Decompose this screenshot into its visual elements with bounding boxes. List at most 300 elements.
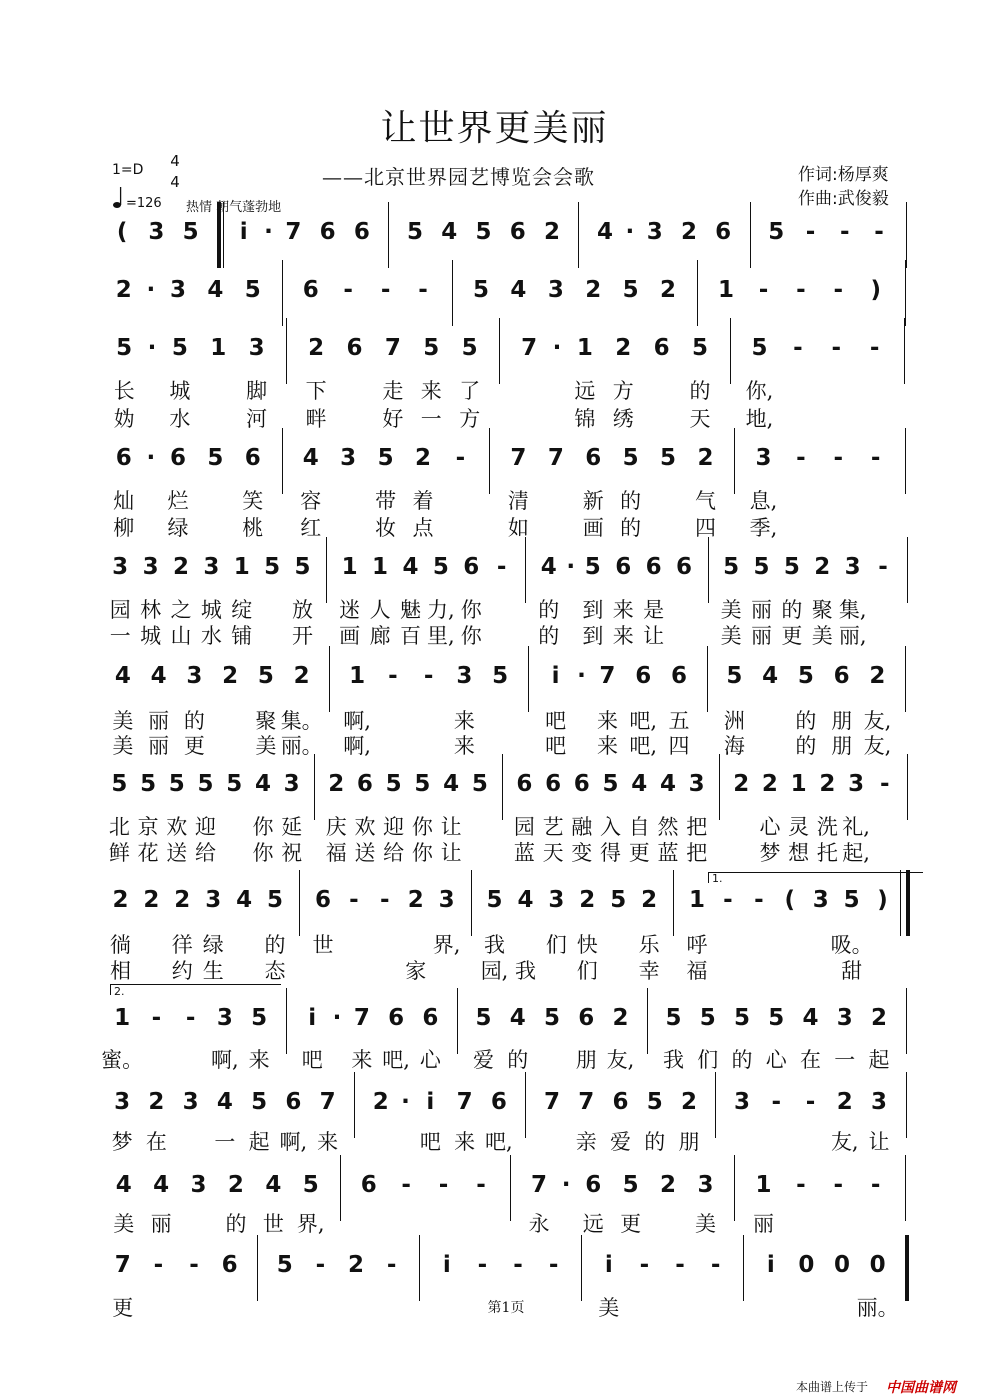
barline bbox=[354, 1072, 355, 1138]
lyric-syllable: 的 bbox=[538, 624, 560, 648]
note: 6 bbox=[585, 445, 602, 471]
barline bbox=[734, 1155, 735, 1221]
note: 4 bbox=[631, 771, 648, 797]
note: 4 bbox=[597, 219, 614, 245]
lyric-syllable: 我 bbox=[663, 1048, 685, 1072]
barline bbox=[708, 537, 709, 603]
lyric-syllable: 城 bbox=[200, 598, 222, 622]
lyric-syllable: 家 bbox=[405, 959, 427, 983]
lyric-syllable: 迎 bbox=[383, 815, 405, 839]
lyric-syllable: 园, bbox=[480, 959, 509, 983]
note: 1 bbox=[372, 554, 389, 580]
note: 5 bbox=[461, 335, 478, 361]
lyric-syllable: 福 bbox=[325, 841, 347, 865]
lyric-syllable: 爱 bbox=[609, 1130, 631, 1154]
barline bbox=[329, 646, 330, 712]
lyric-syllable: 欢 bbox=[166, 815, 188, 839]
lyric-syllable: 友, bbox=[830, 1130, 859, 1154]
note: 5 bbox=[610, 887, 627, 913]
dash: - bbox=[315, 1252, 326, 1278]
dash: - bbox=[833, 277, 844, 303]
dash: - bbox=[151, 1005, 162, 1031]
lyric-syllable: 笑 bbox=[242, 489, 264, 513]
note: 5 bbox=[584, 554, 601, 580]
note: 4 bbox=[207, 277, 224, 303]
dash: - bbox=[710, 1252, 721, 1278]
note: 3 bbox=[547, 277, 564, 303]
note: 2 bbox=[869, 663, 886, 689]
note: 5 bbox=[753, 554, 770, 580]
note: 1 bbox=[790, 771, 807, 797]
note: 3 bbox=[114, 1089, 131, 1115]
note: 3 bbox=[190, 1172, 207, 1198]
note: 2 bbox=[222, 663, 239, 689]
note: 4 bbox=[302, 445, 319, 471]
lyric-syllable: 更 bbox=[781, 624, 803, 648]
lyric-syllable: 灵 bbox=[788, 815, 810, 839]
music-system bbox=[0, 260, 989, 326]
lyric-syllable: 更 bbox=[628, 841, 650, 865]
note: 6 bbox=[490, 1089, 507, 1115]
lyric-syllable: 吧 bbox=[419, 1130, 441, 1154]
note: 3 bbox=[812, 887, 829, 913]
note: 5 bbox=[622, 277, 639, 303]
note: 6 bbox=[545, 771, 562, 797]
lyric-syllable: 带 bbox=[375, 489, 397, 513]
lyric-syllable: 远 bbox=[582, 1212, 604, 1236]
note: 2 bbox=[680, 1089, 697, 1115]
note: 2 bbox=[615, 335, 632, 361]
note: 6 bbox=[578, 1005, 595, 1031]
lyric-syllable: 吧, bbox=[382, 1048, 410, 1072]
lyric-syllable: 容 bbox=[300, 489, 322, 513]
note: 4 bbox=[114, 663, 131, 689]
note: 2 bbox=[814, 554, 831, 580]
note: ) bbox=[870, 277, 881, 303]
lyric-syllable: 我 bbox=[484, 933, 506, 957]
music-system bbox=[0, 428, 989, 494]
lyric-syllable: 的 bbox=[225, 1212, 247, 1236]
lyric-syllable: 鲜 bbox=[108, 841, 130, 865]
barline bbox=[525, 537, 526, 603]
note: 6 bbox=[319, 219, 336, 245]
dash: - bbox=[874, 219, 884, 245]
lyric-syllable: 百 bbox=[399, 624, 421, 648]
subtitle: ——北京世界园艺博览会会歌 bbox=[322, 165, 595, 189]
dash: - bbox=[455, 445, 466, 471]
lyric-syllable: 朋 bbox=[831, 709, 853, 733]
note: 5 bbox=[475, 219, 492, 245]
note: 0 bbox=[798, 1252, 815, 1278]
note: 2 bbox=[697, 445, 714, 471]
lyric-syllable: 来 bbox=[596, 709, 618, 733]
note: 2 bbox=[293, 663, 310, 689]
lyric-syllable: 约 bbox=[171, 959, 193, 983]
lyric-syllable: 来 bbox=[248, 1048, 270, 1072]
note: i bbox=[604, 1252, 613, 1278]
lyric-syllable: 起 bbox=[868, 1048, 890, 1072]
dot-mark: · bbox=[147, 335, 157, 361]
lyric-syllable: 一 bbox=[420, 407, 442, 431]
barline bbox=[419, 1235, 420, 1301]
lyric-syllable: 你, bbox=[745, 379, 774, 403]
lyric-syllable: 吧, bbox=[485, 1130, 513, 1154]
lyric-syllable: 你 bbox=[411, 841, 433, 865]
dash: - bbox=[548, 1252, 559, 1278]
lyric-syllable: 里, bbox=[427, 624, 455, 648]
lyric-syllable: 的 bbox=[538, 598, 560, 622]
note: 7 bbox=[547, 445, 564, 471]
lyric-syllable: 丽 bbox=[751, 624, 772, 648]
note: 7 bbox=[521, 335, 538, 361]
key-signature: 1=D bbox=[112, 162, 144, 178]
tempo-marking: =126 bbox=[126, 196, 162, 211]
lyric-syllable: 送 bbox=[166, 841, 188, 865]
lyric-syllable: 蓝 bbox=[657, 841, 679, 865]
lyric-syllable: 的 bbox=[781, 598, 803, 622]
lyric-syllable: 自 bbox=[628, 815, 650, 839]
lyric-syllable: 美 bbox=[598, 1296, 620, 1320]
note: 2 bbox=[148, 1089, 165, 1115]
note: 1 bbox=[755, 1172, 772, 1198]
note: 4 bbox=[254, 771, 271, 797]
lyric-syllable: 集, bbox=[838, 598, 867, 622]
lyric-syllable: 甜 bbox=[841, 959, 863, 983]
lyric-syllable: 来 bbox=[453, 734, 475, 758]
dash: - bbox=[476, 1172, 486, 1198]
lyric-syllable: 花 bbox=[137, 841, 159, 865]
lyric-syllable: 快 bbox=[576, 933, 598, 957]
lyric-syllable: 来 bbox=[454, 1130, 476, 1154]
lyric-syllable: 心 bbox=[759, 815, 781, 839]
lyric-syllable: 给 bbox=[383, 841, 405, 865]
dash: - bbox=[185, 1005, 196, 1031]
lyric-syllable: 新 bbox=[582, 489, 604, 513]
note: 2 bbox=[819, 771, 836, 797]
volta-1-label: 1. bbox=[712, 872, 723, 885]
upload-note: 本曲谱上传于 bbox=[796, 1380, 869, 1394]
note: 4 bbox=[540, 554, 557, 580]
dot-mark: · bbox=[146, 277, 156, 303]
dash: - bbox=[878, 554, 888, 580]
note: 6 bbox=[302, 277, 319, 303]
music-system bbox=[0, 646, 989, 712]
barline bbox=[719, 754, 720, 820]
note: 4 bbox=[509, 1005, 526, 1031]
lyric-syllable: 美 bbox=[255, 734, 277, 758]
lyric-syllable: 魅 bbox=[399, 598, 421, 622]
lyric-syllable: 的 bbox=[795, 709, 817, 733]
note: 3 bbox=[182, 1089, 199, 1115]
note: 6 bbox=[221, 1252, 238, 1278]
note: 5 bbox=[111, 771, 128, 797]
lyric-syllable: 幸 bbox=[638, 959, 660, 983]
note: 6 bbox=[833, 663, 850, 689]
note: 5 bbox=[699, 1005, 716, 1031]
barline bbox=[734, 428, 735, 494]
barline bbox=[489, 428, 490, 494]
barline bbox=[904, 318, 905, 384]
lyric-syllable: 的 bbox=[183, 709, 205, 733]
lyric-syllable: 海 bbox=[723, 734, 745, 758]
site-logo: 中国曲谱网 bbox=[886, 1380, 956, 1396]
lyric-syllable: 啊, bbox=[211, 1048, 239, 1072]
lyric-syllable: 来 bbox=[317, 1130, 339, 1154]
barline bbox=[905, 646, 906, 712]
note: 5 bbox=[843, 887, 860, 913]
note: 3 bbox=[186, 663, 203, 689]
note: 5 bbox=[797, 663, 814, 689]
note: 4 bbox=[115, 1172, 132, 1198]
lyric-syllable: 把 bbox=[686, 841, 708, 865]
note: 3 bbox=[688, 771, 705, 797]
note: 0 bbox=[833, 1252, 851, 1278]
note: 4 bbox=[659, 771, 676, 797]
barline bbox=[905, 1235, 909, 1301]
lyric-syllable: 在 bbox=[145, 1130, 167, 1154]
lyric-syllable: 让 bbox=[643, 624, 665, 648]
note: 7 bbox=[530, 1172, 547, 1198]
note: 2 bbox=[115, 277, 132, 303]
note: 6 bbox=[422, 1005, 439, 1031]
lyric-syllable: 到 bbox=[582, 624, 604, 648]
dot-mark: · bbox=[561, 1172, 571, 1198]
note: 5 bbox=[385, 771, 402, 797]
note: 6 bbox=[388, 1005, 405, 1031]
note: 4 bbox=[762, 663, 779, 689]
lyric-syllable: 呼 bbox=[686, 933, 708, 957]
dash: - bbox=[496, 554, 507, 580]
lyric-syllable: 长 bbox=[113, 379, 135, 403]
lyric-syllable: 朋 bbox=[575, 1048, 597, 1072]
lyric-syllable: 朋 bbox=[678, 1130, 700, 1154]
lyric-syllable: 让 bbox=[440, 841, 462, 865]
lyric-syllable: 河 bbox=[246, 407, 268, 431]
lyric-syllable: 丽 bbox=[148, 709, 170, 733]
lyric-syllable: 蓝 bbox=[513, 841, 535, 865]
barline bbox=[299, 870, 300, 936]
note: 3 bbox=[205, 887, 222, 913]
lyric-syllable: 美 bbox=[720, 598, 742, 622]
lyric-syllable: 徉 bbox=[171, 933, 193, 957]
note: 5 bbox=[726, 663, 743, 689]
note: 7 bbox=[285, 219, 302, 245]
lyric-syllable: 来 bbox=[612, 598, 634, 622]
lyric-syllable: 礼, bbox=[842, 815, 870, 839]
barline bbox=[905, 260, 906, 326]
note: 2 bbox=[172, 554, 189, 580]
lyric-syllable: 变 bbox=[571, 841, 593, 865]
note: 5 bbox=[768, 1005, 785, 1031]
lyric-syllable: 清 bbox=[507, 489, 529, 513]
dash: - bbox=[870, 445, 881, 471]
dash: - bbox=[388, 663, 398, 689]
note: 2 bbox=[543, 219, 560, 245]
note: 5 bbox=[116, 335, 133, 361]
lyric-syllable: 吧 bbox=[301, 1048, 323, 1072]
lyric-syllable: 一 bbox=[109, 624, 131, 648]
note: 4 bbox=[265, 1172, 282, 1198]
lyric-syllable: 开 bbox=[292, 624, 314, 648]
lyric-syllable: 心 bbox=[419, 1048, 441, 1072]
lyric-syllable: 到 bbox=[582, 598, 604, 622]
lyric-syllable: 绣 bbox=[612, 407, 634, 431]
lyric-syllable: 丽。 bbox=[856, 1296, 899, 1320]
lyric-syllable: 你 bbox=[252, 841, 274, 865]
note: 7 bbox=[384, 335, 401, 361]
dash: - bbox=[796, 277, 806, 303]
note: 1 bbox=[576, 335, 593, 361]
note: 6 bbox=[573, 771, 590, 797]
barline bbox=[452, 260, 453, 326]
note: 6 bbox=[360, 1172, 377, 1198]
note: 5 bbox=[543, 1005, 560, 1031]
note: 3 bbox=[548, 887, 565, 913]
note: 5 bbox=[267, 887, 284, 913]
lyric-syllable: 息, bbox=[749, 489, 778, 513]
dash: - bbox=[153, 1252, 164, 1278]
note: ( bbox=[784, 887, 796, 913]
time-signature-bottom: 4 bbox=[170, 173, 180, 191]
barline bbox=[750, 202, 751, 268]
note: 2 bbox=[407, 887, 424, 913]
note: 4 bbox=[517, 887, 534, 913]
lyric-syllable: 友, bbox=[606, 1048, 635, 1072]
barline bbox=[905, 1155, 906, 1221]
note: 5 bbox=[276, 1252, 293, 1278]
lyric-syllable: 丽 bbox=[751, 598, 772, 622]
lyricist-credit: 作词:杨厚爽 bbox=[798, 165, 889, 185]
note: 4 bbox=[216, 1089, 233, 1115]
lyric-syllable: 洗 bbox=[816, 815, 838, 839]
barline bbox=[502, 754, 503, 820]
lyric-syllable: 城 bbox=[140, 624, 162, 648]
note: 5 bbox=[692, 335, 709, 361]
note: 2 bbox=[328, 771, 345, 797]
note: 5 bbox=[251, 1089, 268, 1115]
note: 6 bbox=[353, 219, 370, 245]
dash: - bbox=[477, 1252, 488, 1278]
barline bbox=[457, 988, 458, 1054]
lyric-syllable: 的 bbox=[507, 1048, 529, 1072]
note: 2 bbox=[761, 771, 778, 797]
note: 3 bbox=[697, 1172, 714, 1198]
note: 4 bbox=[150, 663, 167, 689]
lyric-syllable: 美 bbox=[112, 709, 134, 733]
note: 3 bbox=[142, 554, 159, 580]
dot-mark: · bbox=[401, 1089, 410, 1115]
lyric-syllable: 想 bbox=[788, 841, 810, 865]
dash: - bbox=[796, 1172, 806, 1198]
note: 3 bbox=[112, 554, 129, 580]
music-system bbox=[0, 1235, 989, 1301]
dash: - bbox=[418, 277, 428, 303]
dash: - bbox=[386, 1252, 397, 1278]
dash: - bbox=[513, 1252, 523, 1278]
note: 0 bbox=[869, 1252, 886, 1278]
barline bbox=[715, 1072, 716, 1138]
barline bbox=[581, 1235, 582, 1301]
lyric-syllable: 起, bbox=[842, 841, 870, 865]
note: 6 bbox=[670, 663, 687, 689]
lyric-syllable: 的 bbox=[264, 933, 286, 957]
barline bbox=[282, 428, 283, 494]
lyric-syllable: 朋 bbox=[831, 734, 853, 758]
barline bbox=[340, 1155, 341, 1221]
note: 6 bbox=[585, 1172, 602, 1198]
lyric-syllable: 界, bbox=[296, 1212, 325, 1236]
dash: - bbox=[793, 335, 803, 361]
lyric-syllable: 方 bbox=[612, 379, 634, 403]
note: 5 bbox=[414, 771, 431, 797]
dot-mark: · bbox=[566, 554, 576, 580]
lyric-syllable: 地, bbox=[745, 407, 774, 431]
lyric-syllable: 如 bbox=[507, 516, 529, 540]
dash: - bbox=[833, 445, 844, 471]
note: 2 bbox=[660, 1172, 677, 1198]
note: i bbox=[442, 1252, 451, 1278]
volta-1-bracket bbox=[708, 872, 923, 883]
dash: - bbox=[723, 887, 733, 913]
note: 2 bbox=[733, 771, 750, 797]
note: i bbox=[766, 1252, 775, 1278]
lyric-syllable: 的 bbox=[731, 1048, 753, 1072]
note: 5 bbox=[197, 771, 214, 797]
lyric-syllable: 的 bbox=[644, 1130, 666, 1154]
lyric-syllable: 啊, bbox=[279, 1130, 308, 1154]
lyric-syllable: 吸。 bbox=[830, 933, 873, 957]
lyric-syllable: 相 bbox=[109, 959, 131, 983]
dash: - bbox=[438, 1172, 449, 1198]
lyric-syllable: 天 bbox=[542, 841, 564, 865]
barline bbox=[578, 202, 579, 268]
note: 2 bbox=[227, 1172, 244, 1198]
barline bbox=[499, 318, 500, 384]
lyric-syllable: 远 bbox=[574, 379, 596, 403]
note: 5 bbox=[377, 445, 394, 471]
note: 7 bbox=[456, 1089, 473, 1115]
lyric-syllable: 友, bbox=[863, 734, 892, 758]
time-signature-top: 4 bbox=[170, 152, 180, 170]
barline bbox=[730, 318, 731, 384]
barline bbox=[471, 870, 472, 936]
lyric-syllable: 的 bbox=[620, 489, 642, 513]
note: 3 bbox=[283, 771, 300, 797]
lyric-syllable: 妆 bbox=[375, 516, 397, 540]
barline bbox=[906, 1072, 907, 1138]
lyric-syllable: 们 bbox=[545, 933, 567, 957]
lyric-syllable: 园 bbox=[109, 598, 131, 622]
lyric-syllable: 下 bbox=[305, 379, 327, 403]
note: 4 bbox=[153, 1172, 170, 1198]
lyric-syllable: 五 bbox=[668, 709, 690, 733]
lyric-syllable: 水 bbox=[200, 624, 222, 648]
lyric-syllable: 的 bbox=[689, 379, 711, 403]
note: 5 bbox=[257, 663, 274, 689]
barline bbox=[314, 754, 315, 820]
lyric-syllable: 起 bbox=[248, 1130, 270, 1154]
note: 2 bbox=[871, 1005, 888, 1031]
dash: - bbox=[675, 1252, 685, 1278]
lyric-syllable: 吧, bbox=[629, 709, 658, 733]
dash: - bbox=[796, 445, 806, 471]
lyric-syllable: 廊 bbox=[369, 624, 391, 648]
note: 6 bbox=[356, 771, 373, 797]
lyric-syllable: 林 bbox=[140, 598, 162, 622]
note: 6 bbox=[244, 445, 261, 471]
note: 3 bbox=[248, 335, 265, 361]
lyric-syllable: 一 bbox=[834, 1048, 856, 1072]
